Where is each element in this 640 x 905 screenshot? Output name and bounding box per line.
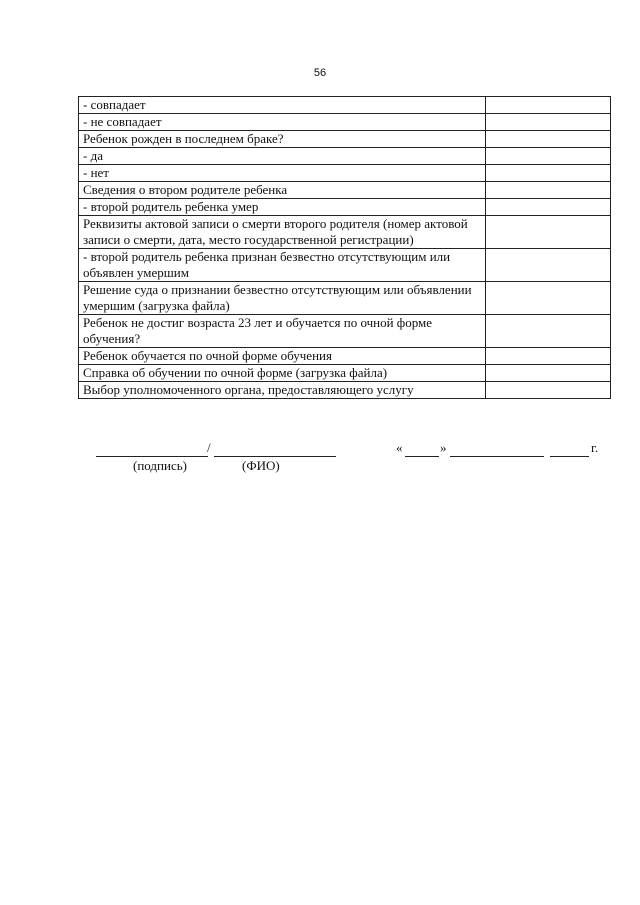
- signature-line[interactable]: [96, 440, 208, 457]
- year-suffix: г.: [591, 440, 599, 455]
- date-open-quote: «: [396, 440, 403, 455]
- form-row-value-cell[interactable]: [486, 97, 611, 114]
- name-caption: (ФИО): [242, 458, 280, 473]
- form-row-label: Сведения о втором родителе ребенка: [79, 182, 486, 199]
- form-row-value-cell[interactable]: [486, 148, 611, 165]
- page-number: 56: [313, 67, 327, 79]
- form-row-label: - да: [79, 148, 486, 165]
- date-close-quote: »: [440, 440, 447, 455]
- form-row-value-cell[interactable]: [486, 165, 611, 182]
- form-row: [79, 182, 611, 199]
- form-row: [79, 315, 611, 348]
- form-row-label: Ребенок рожден в последнем браке?: [79, 131, 486, 148]
- form-row: [79, 165, 611, 182]
- form-row-value-cell[interactable]: [486, 249, 611, 282]
- form-row-value-cell[interactable]: [486, 182, 611, 199]
- application-form-table: [78, 96, 611, 399]
- form-row-value-cell[interactable]: [486, 199, 611, 216]
- date-month-line[interactable]: [450, 440, 544, 457]
- form-row: [79, 216, 611, 249]
- form-row-label: - второй родитель ребенка признан безвестно отсутствующим или объявлен умершим: [79, 249, 486, 282]
- form-row-label: - не совпадает: [79, 114, 486, 131]
- form-row: [79, 365, 611, 382]
- form-row: [79, 148, 611, 165]
- form-row-label: - второй родитель ребенка умер: [79, 199, 486, 216]
- form-row-value-cell[interactable]: [486, 365, 611, 382]
- form-row-label: Ребенок не достиг возраста 23 лет и обучается по очной форме обучения?: [79, 315, 486, 348]
- date-year-line[interactable]: [550, 440, 589, 457]
- name-line[interactable]: [214, 440, 336, 457]
- form-row: [79, 282, 611, 315]
- form-row: [79, 114, 611, 131]
- signature-separator: /: [207, 440, 211, 455]
- form-row-label: - нет: [79, 165, 486, 182]
- form-row-label: Выбор уполномоченного органа, предоставляющего услугу: [79, 382, 486, 399]
- form-row-value-cell[interactable]: [486, 131, 611, 148]
- form-row-value-cell[interactable]: [486, 114, 611, 131]
- form-row-label: Реквизиты актовой записи о смерти второго родителя (номер актовой записи о смерти, дата, место государственной регистрации): [79, 216, 486, 249]
- form-row-label: Справка об обучении по очной форме (загрузка файла): [79, 365, 486, 382]
- form-row: [79, 249, 611, 282]
- form-row-value-cell[interactable]: [486, 216, 611, 249]
- form-row-value-cell[interactable]: [486, 382, 611, 399]
- form-row: [79, 131, 611, 148]
- signature-caption: (подпись): [133, 458, 187, 473]
- form-row: [79, 199, 611, 216]
- date-day-line[interactable]: [405, 440, 439, 457]
- form-row: [79, 348, 611, 365]
- signature-block: [0, 440, 640, 480]
- form-row-value-cell[interactable]: [486, 315, 611, 348]
- form-row-label: - совпадает: [79, 97, 486, 114]
- form-row-value-cell[interactable]: [486, 282, 611, 315]
- form-row-label: Решение суда о признании безвестно отсутствующим или объявлении умершим (загрузка файла): [79, 282, 486, 315]
- form-row: [79, 97, 611, 114]
- form-row-label: Ребенок обучается по очной форме обучения: [79, 348, 486, 365]
- form-row: [79, 382, 611, 399]
- form-row-value-cell[interactable]: [486, 348, 611, 365]
